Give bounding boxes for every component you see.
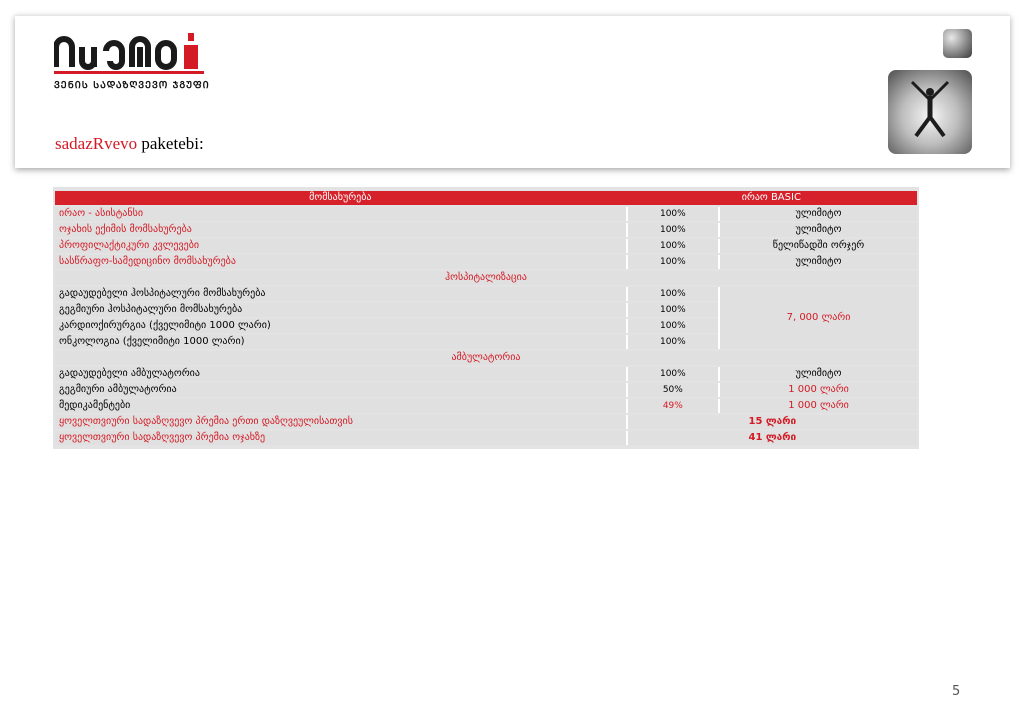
section-title: ჰოსპიტალიზაცია [55, 271, 917, 285]
table-row [55, 367, 917, 381]
row-name: კარდიოქირურგია (ქველიმიტი 1000 ლარი) [55, 319, 626, 333]
section-title: ამბულატორია [55, 351, 917, 365]
person-silhouette-icon [888, 70, 972, 154]
row-value: ულიმიტო [718, 367, 917, 381]
logo-subtitle: ᲕᲔᲜᲘᲡ ᲡᲐᲓᲐᲖᲦᲕᲔᲕᲝ ᲯᲒᲣᲤᲘ [54, 80, 210, 91]
col-header-service: მომსახურება [55, 191, 626, 205]
row-value: წელიწადში ორჯერ [718, 239, 917, 253]
table-row [55, 207, 917, 221]
row-name: ოჯახის ექიმის მომსახურება [55, 223, 626, 237]
row-name: გადაუდებელი ამბულატორია [55, 367, 626, 381]
row-name: პროფილაქტიკური კვლევები [55, 239, 626, 253]
row-value: ულიმიტო [718, 223, 917, 237]
premium-value: 15 ლარი [626, 415, 917, 429]
section-row-outpatient [55, 351, 917, 365]
row-percent: 100% [626, 319, 718, 333]
row-value: 1 000 ლარი [718, 383, 917, 397]
row-percent: 100% [626, 287, 718, 301]
section-row-hospitalization [55, 271, 917, 285]
premium-name: ყოველთვიური სადაზღვევო პრემია ერთი დაზღვეულისათვის [55, 415, 626, 429]
row-name: გეგმიური ჰოსპიტალური მომსახურება [55, 303, 626, 317]
row-percent: 100% [626, 335, 718, 349]
col-header-package: ირაო BASIC [626, 191, 917, 205]
premium-name: ყოველთვიური სადაზღვევო პრემია ოჯახზე [55, 431, 626, 445]
table-row [55, 255, 917, 269]
row-value: 1 000 ლარი [718, 399, 917, 413]
premium-row [55, 415, 917, 429]
premium-row [55, 431, 917, 445]
jumping-person-photo [888, 70, 972, 154]
page-number: 5 [952, 684, 961, 699]
row-percent: 100% [626, 367, 718, 381]
row-value: ულიმიტო [718, 255, 917, 269]
page-heading [55, 134, 204, 154]
table-row [55, 223, 917, 237]
company-logo [54, 31, 224, 101]
row-value: ულიმიტო [718, 207, 917, 221]
table-row [55, 399, 917, 413]
row-percent: 100% [626, 255, 718, 269]
small-photo-thumbnail [943, 29, 972, 58]
row-name: გადაუდებელი ჰოსპიტალური მომსახურება [55, 287, 626, 301]
table-row [55, 287, 917, 301]
table-row [55, 383, 917, 397]
table-header-row [55, 191, 917, 205]
row-name: ირაო - ასისტანსი [55, 207, 626, 221]
row-percent: 100% [626, 207, 718, 221]
row-percent: 49% [626, 399, 718, 413]
row-name: ონკოლოგია (ქველიმიტი 1000 ლარი) [55, 335, 626, 349]
row-name: მედიკამენტები [55, 399, 626, 413]
insurance-package-table [53, 187, 919, 449]
premium-value: 41 ლარი [626, 431, 917, 445]
heading-part2: paketebi: [141, 134, 204, 153]
row-name: სასწრაფო-სამედიცინო მომსახურება [55, 255, 626, 269]
heading-part1: sadazRvevo [55, 134, 138, 153]
row-name: გეგმიური ამბულატორია [55, 383, 626, 397]
hospitalization-limit-value: 7, 000 ლარი [718, 287, 917, 349]
logo-mark-icon [54, 31, 214, 75]
row-percent: 100% [626, 223, 718, 237]
table-row [55, 239, 917, 253]
row-percent: 100% [626, 303, 718, 317]
row-percent: 50% [626, 383, 718, 397]
row-percent: 100% [626, 239, 718, 253]
